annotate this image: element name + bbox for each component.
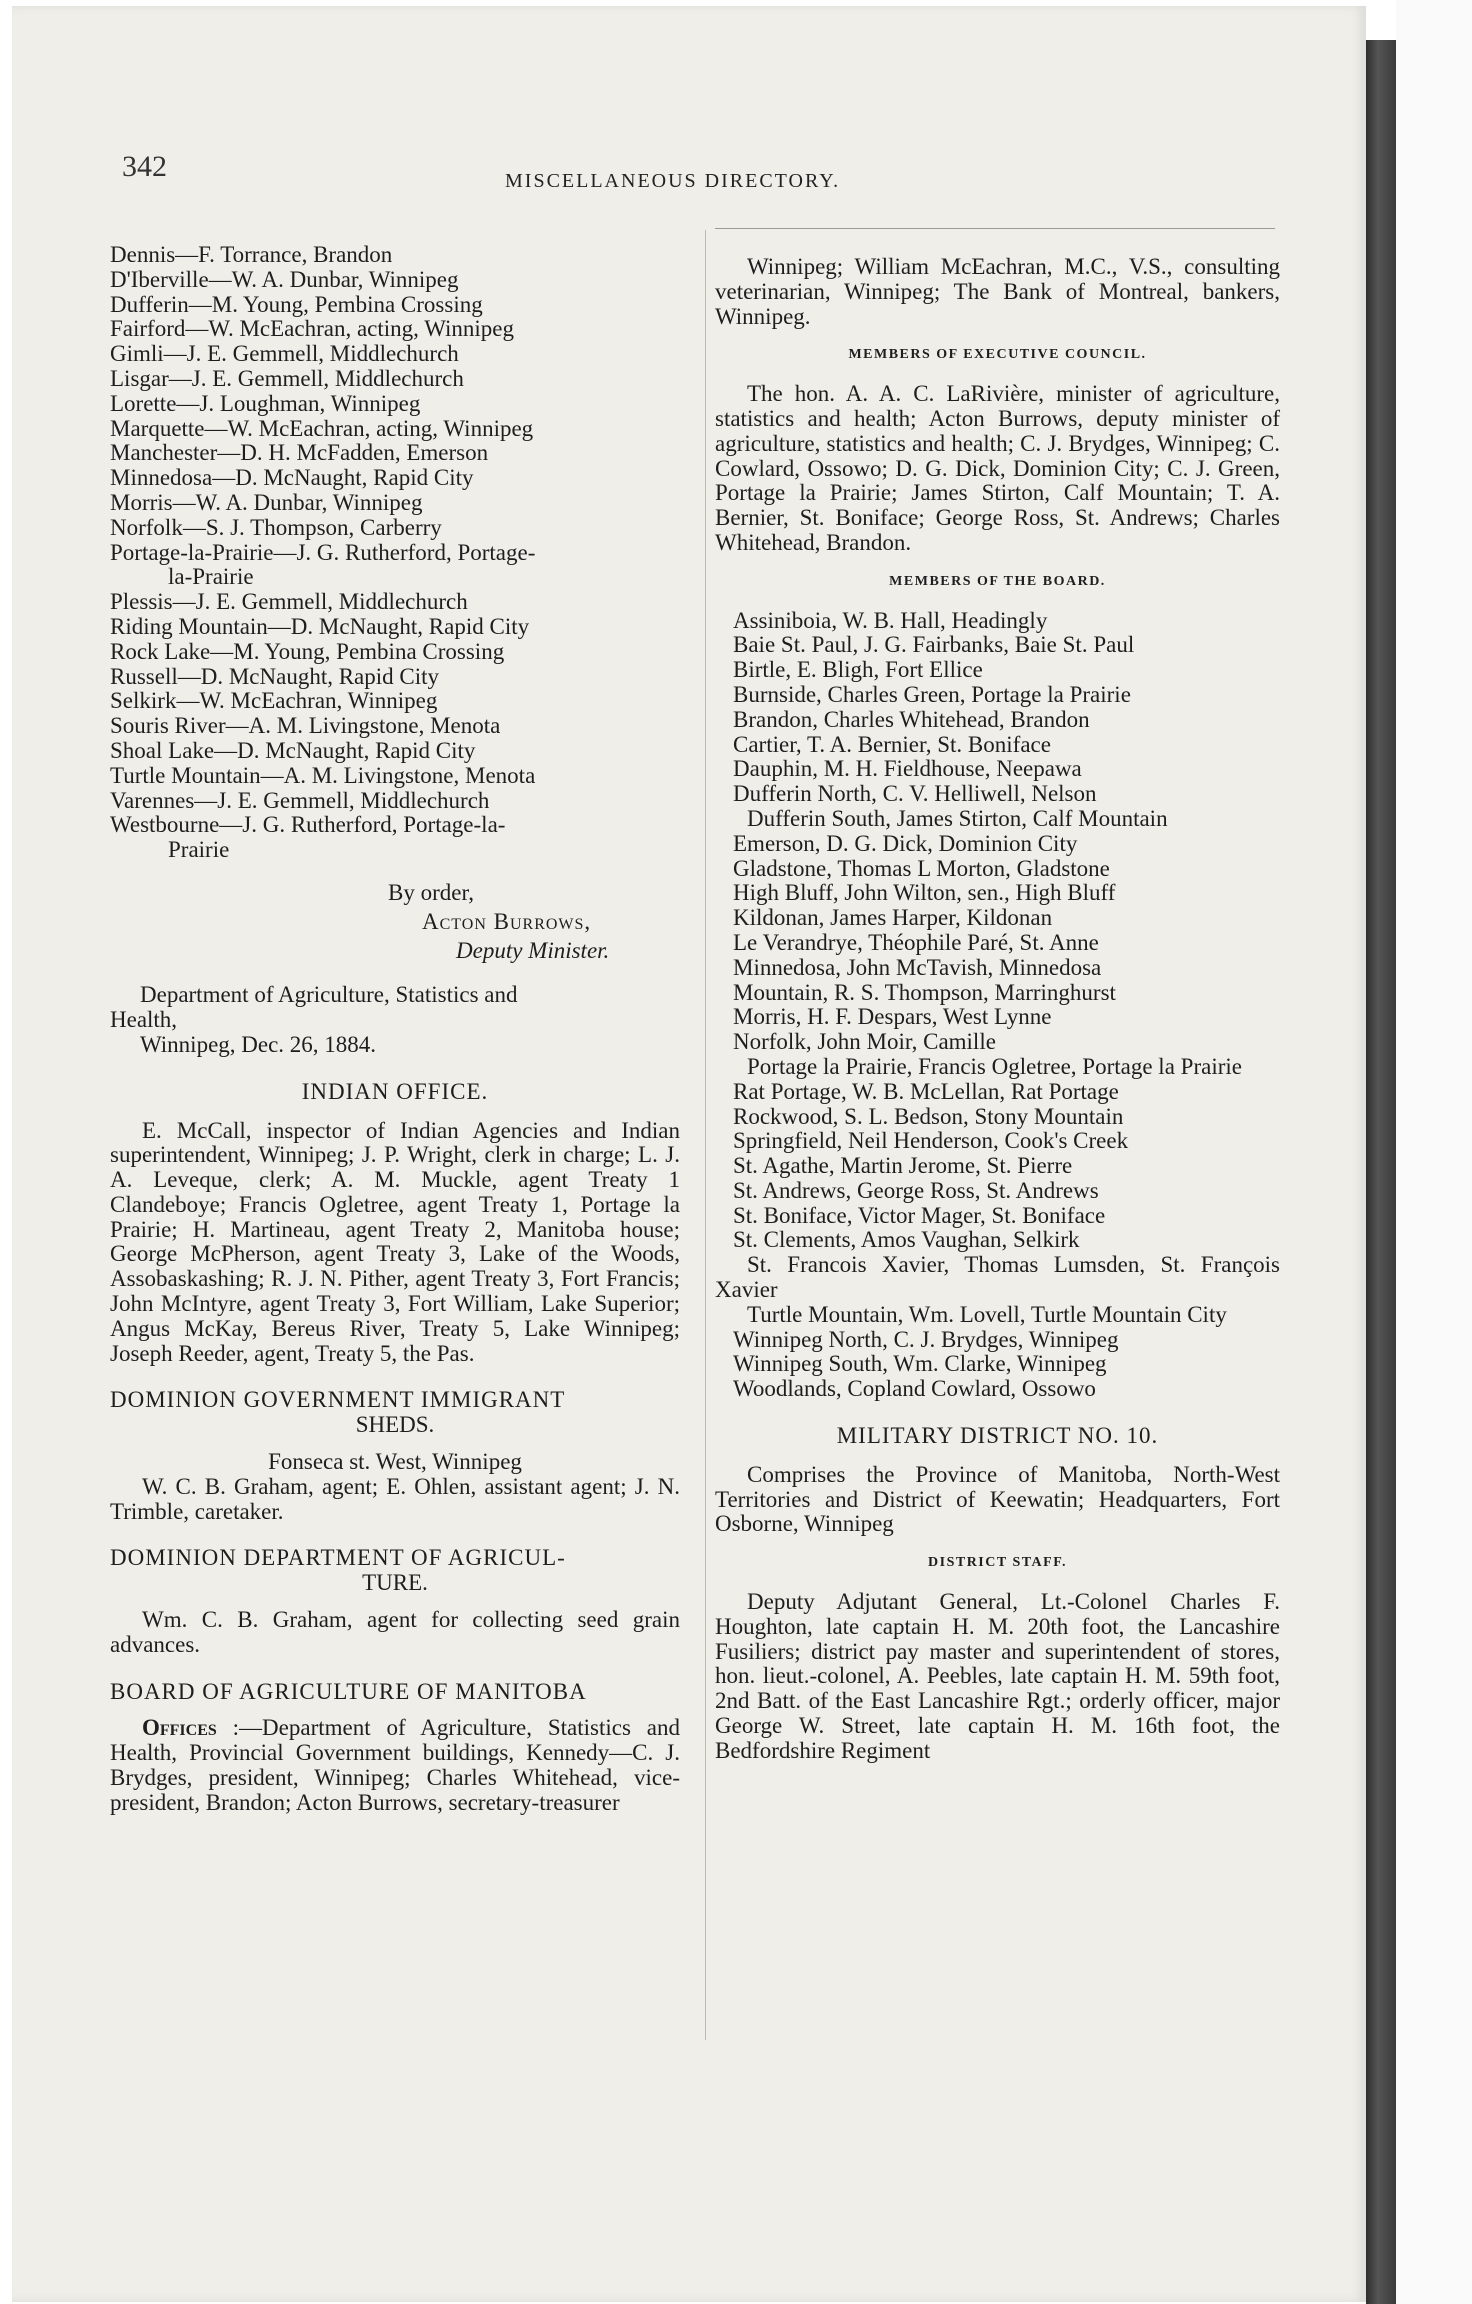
member-line: Winnipeg North, C. J. Brydges, Winnipeg [733,1326,1119,1352]
header-rule [715,228,1275,229]
agent-line: Gimli—J. E. Gemmell, Middlechurch [110,341,459,367]
section-heading-immigrant-sheds-cont: SHEDS. [355,1412,435,1438]
agent-line: Minnedosa—D. McNaught, Rapid City [110,465,474,491]
executive-council-text: The hon. A. A. C. LaRivière, minister of agriculture, statistics and health; Acton Burrows, deputy minister of agriculture, statistics and health; C. J. Brydges, Winnipeg; C. Cowlard, Ossowo; D. G. Dick, Dominion City; C. J. Green, Portage la Prairie; James Stirton, Calf Mountain; T. A. Bernier, St. Boniface; George Ross, St. Andrews; Charles Whitehead, Brandon. [715,381,1280,555]
offices-label: Offices [142,1715,217,1741]
section-heading-dept-agriculture-cont: TURE. [362,1570,428,1596]
agent-line: Portage-la-Prairie—J. G. Rutherford, Portage- [110,539,536,565]
page-number: 342 [122,150,167,183]
member-line: Kildonan, James Harper, Kildonan [733,905,1053,931]
member-line: St. Clements, Amos Vaughan, Selkirk [733,1227,1080,1253]
member-line: Rat Portage, W. B. McLellan, Rat Portage [733,1078,1119,1104]
member-line: Dauphin, M. H. Fieldhouse, Neepawa [733,756,1082,782]
member-line: Portage la Prairie, Francis Ogletree, Portage la Prairie [747,1053,1242,1079]
immigrant-address: Fonseca st. West, Winnipeg [268,1449,522,1475]
district-staff-text: Deputy Adjutant General, Lt.-Colonel Charles F. Houghton, late captain H. M. 20th foot, the Lancashire Fusiliers; district pay master and superintendent of stores, hon. lieut.-colonel, A. Peebles, late captain H. M. 59th foot, 2nd Batt. of the East Lancashire Rgt.; orderly officer, major George W. Street, late captain H. M. 16th foot, the Bedfordshire Regiment [715,1589,1280,1763]
member-line: Springfield, Neil Henderson, Cook's Creek [733,1128,1129,1154]
member-line: Gladstone, Thomas L Morton, Gladstone [733,855,1110,881]
member-line: Le Verandrye, Théophile Paré, St. Anne [733,929,1099,955]
section-heading-dept-agriculture: DOMINION DEPARTMENT OF AGRICUL- [110,1545,566,1571]
agent-line: Rock Lake—M. Young, Pembina Crossing [110,638,505,664]
department-line: Department of Agriculture, Statistics and [140,982,518,1008]
scan-margin [1396,0,1472,2304]
member-line: High Bluff, John Wilton, sen., High Bluff [733,880,1116,906]
agent-line-continued: Prairie [168,837,230,863]
right-column [715,255,1280,1764]
agent-line: Russell—D. McNaught, Rapid City [110,663,440,689]
agent-line: Shoal Lake—D. McNaught, Rapid City [110,737,476,763]
agent-line: Riding Mountain—D. McNaught, Rapid City [110,613,530,639]
section-heading-indian-office: INDIAN OFFICE. [301,1078,489,1104]
agent-line: Varennes—J. E. Gemmell, Middlechurch [110,787,490,813]
agent-list [110,243,680,863]
column-divider [705,230,706,2040]
member-line: Cartier, T. A. Bernier, St. Boniface [733,731,1051,757]
left-column [110,243,680,1816]
indian-office-text: E. McCall, inspector of Indian Agencies and Indian superintendent, Winnipeg; J. P. Wright, clerk in charge; L. J. A. Leveque, clerk; A. M. Muckle, agent Treaty 1 Clandeboye; Francis Ogletree, agent Treaty 1, Portage la Prairie; H. Martineau, agent Treaty 2, Manitoba house; George McPherson, agent Treaty 3, Lake of the Woods, Assobaskashing; R. J. N. Pither, agent Treaty 3, Fort Francis; John McIntyre, agent Treaty 3, Fort William, Lake Superior; Angus McKay, Bereus River, Treaty 5, Lake Winnipeg; Joseph Reeder, agent, Treaty 5, the Pas. [110,1117,680,1366]
immigrant-text: W. C. B. Graham, agent; E. Ohlen, assistant agent; J. N. Trimble, caretaker. [110,1473,680,1524]
military-district-text: Comprises the Province of Manitoba, North-West Territories and District of Keewatin; Headquarters, Fort Osborne, Winnipeg [715,1461,1280,1537]
department-line: Health, [110,1007,178,1033]
member-line: Dufferin North, C. V. Helliwell, Nelson [733,781,1097,807]
agent-line: Souris River—A. M. Livingstone, Menota [110,713,501,739]
member-line: Dufferin South, James Stirton, Calf Mountain [747,805,1168,831]
agent-line: Dufferin—M. Young, Pembina Crossing [110,291,483,317]
offices-details: :—Department of Agriculture, Statistics and Health, Provincial Government buildings, Kennedy—C. J. Brydges, president, Winnipeg; Charles Whitehead, vice-president, Brandon; Acton Burrows, secretary-treasurer [110,1715,680,1815]
member-line: Birtle, E. Bligh, Fort Ellice [733,657,983,683]
agent-line: Marquette—W. McEachran, acting, Winnipeg [110,415,534,441]
book-spine [1366,40,1396,2304]
member-line: Morris, H. F. Despars, West Lynne [733,1004,1052,1030]
agent-line: Lisgar—J. E. Gemmell, Middlechurch [110,365,464,391]
section-heading-executive-council: MEMBERS OF EXECUTIVE COUNCIL. [848,347,1147,363]
agent-line: D'Iberville—W. A. Dunbar, Winnipeg [110,266,459,292]
agent-line: Turtle Mountain—A. M. Livingstone, Menota [110,762,536,788]
member-line: Assiniboia, W. B. Hall, Headingly [733,607,1048,633]
member-line: Mountain, R. S. Thompson, Marringhurst [733,979,1116,1005]
agent-line: Plessis—J. E. Gemmell, Middlechurch [110,589,468,615]
section-heading-board-members: MEMBERS OF THE BOARD. [889,573,1106,589]
agent-line: Norfolk—S. J. Thompson, Carberry [110,514,442,540]
agent-line: Morris—W. A. Dunbar, Winnipeg [110,489,423,515]
member-line: Turtle Mountain, Wm. Lovell, Turtle Mountain City [747,1301,1227,1327]
agent-line: Lorette—J. Loughman, Winnipeg [110,390,421,416]
agent-line-continued: la-Prairie [168,564,254,590]
section-heading-board-agriculture: BOARD OF AGRICULTURE OF MANITOBA [110,1678,587,1704]
agent-line: Manchester—D. H. McFadden, Emerson [110,440,489,466]
board-members-list [715,609,1280,1403]
section-heading-immigrant-sheds: DOMINION GOVERNMENT IMMIGRANT [110,1387,566,1413]
agent-line: Dennis—F. Torrance, Brandon [110,242,393,267]
board-continued-text: Winnipeg; William McEachran, M.C., V.S., consulting veterinarian, Winnipeg; The Bank of Montreal, bankers, Winnipeg. [715,254,1280,329]
member-line: St. Agathe, Martin Jerome, St. Pierre [733,1153,1073,1179]
section-heading-military-district: MILITARY DISTRICT NO. 10. [836,1423,1159,1449]
member-line: Minnedosa, John McTavish, Minnedosa [733,954,1102,980]
agriculture-text: Wm. C. B. Graham, agent for collecting seed grain advances. [110,1607,680,1657]
member-line: Woodlands, Copland Cowlard, Ossowo [733,1376,1096,1402]
member-line: Emerson, D. G. Dick, Dominion City [733,830,1078,856]
department-date: Winnipeg, Dec. 26, 1884. [140,1031,377,1057]
member-line: Rockwood, S. L. Bedson, Stony Mountain [733,1103,1124,1129]
by-order: By order, [388,879,474,905]
member-line: Norfolk, John Moir, Camille [733,1029,996,1055]
agent-line: Selkirk—W. McEachran, Winnipeg [110,688,438,714]
member-line: Baie St. Paul, J. G. Fairbanks, Baie St. Paul [733,632,1135,658]
member-line: St. Andrews, George Ross, St. Andrews [733,1177,1099,1203]
signer-title: Deputy Minister. [456,937,610,963]
agent-line: Fairford—W. McEachran, acting, Winnipeg [110,316,515,342]
signer-name: Acton Burrows, [422,908,592,934]
member-line: St. Francois Xavier, Thomas Lumsden, St. François Xavier [715,1252,1280,1303]
member-line: Brandon, Charles Whitehead, Brandon [733,706,1090,732]
running-head: MISCELLANEOUS DIRECTORY. [505,170,841,192]
member-line: St. Boniface, Victor Mager, St. Boniface [733,1202,1106,1228]
agent-line: Westbourne—J. G. Rutherford, Portage-la- [110,812,506,838]
member-line: Burnside, Charles Green, Portage la Prairie [733,681,1131,707]
member-line: Winnipeg South, Wm. Clarke, Winnipeg [733,1351,1107,1377]
board-offices-text [110,1716,680,1815]
section-heading-district-staff: DISTRICT STAFF. [928,1555,1067,1571]
